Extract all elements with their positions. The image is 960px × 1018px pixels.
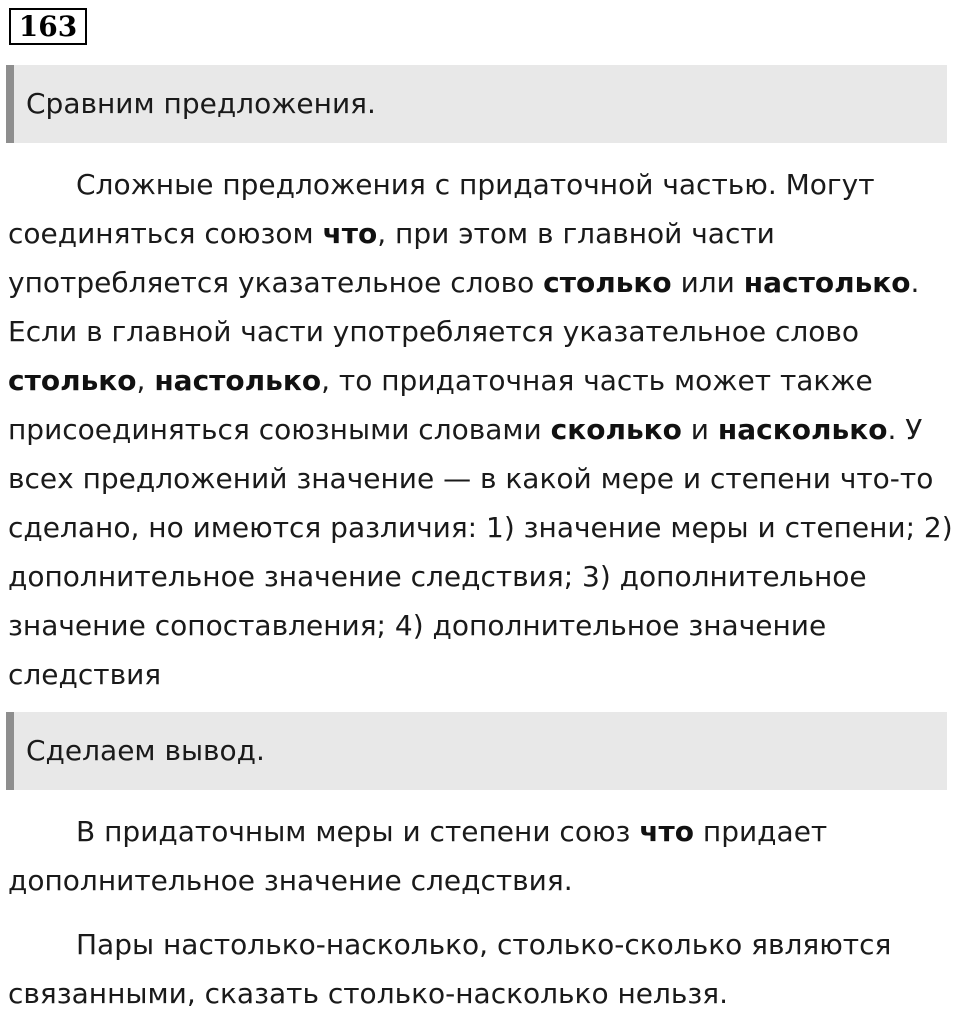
text-segment: , то придаточная часть может также присоединяться союзными словами — [8, 364, 873, 446]
text-segment: , при этом в главной части употребляется указательное слово — [8, 217, 775, 299]
bold-term: что — [639, 815, 694, 848]
bold-term: сколько — [550, 413, 682, 446]
text-segment: , — [136, 364, 155, 397]
text-segment: и — [681, 413, 718, 446]
bold-term: насколько — [717, 413, 888, 446]
bold-term: настолько — [743, 266, 911, 299]
text-segment: придает дополнительное значение следствия. — [8, 815, 828, 897]
bold-term: что — [322, 217, 378, 250]
text-segment: Пары настолько-насколько, столько-сколько являются связанными, сказать столько-насколько нельзя. — [8, 928, 892, 1010]
bold-term: столько — [543, 266, 672, 299]
task-number-box: 163 — [9, 8, 87, 45]
bold-term: столько — [8, 364, 137, 397]
bold-term: настолько — [154, 364, 322, 397]
section-header-compare: Сравним предложения. — [6, 65, 947, 143]
paragraph-conclusion-2 — [8, 920, 953, 1018]
text-segment: Сложные предложения с придаточной частью. Могут соединяться союзом — [8, 168, 875, 250]
section-header-conclusion: Сделаем вывод. — [6, 712, 947, 790]
text-segment: В придаточным меры и степени союз — [76, 815, 640, 848]
text-segment: или — [671, 266, 744, 299]
text-segment: . У всех предложений значение — в какой мере и степени что-то сделано, но имеются различия: 1) значение меры и степени; 2) дополнительное значение следствия; 3) дополнительное значение сопоставления; 4) дополнительное значение следствия — [8, 413, 953, 691]
paragraph-comparison — [8, 160, 953, 699]
text-segment: . Если в главной части употребляется указательное слово — [8, 266, 920, 348]
paragraph-conclusion-1 — [8, 807, 953, 905]
